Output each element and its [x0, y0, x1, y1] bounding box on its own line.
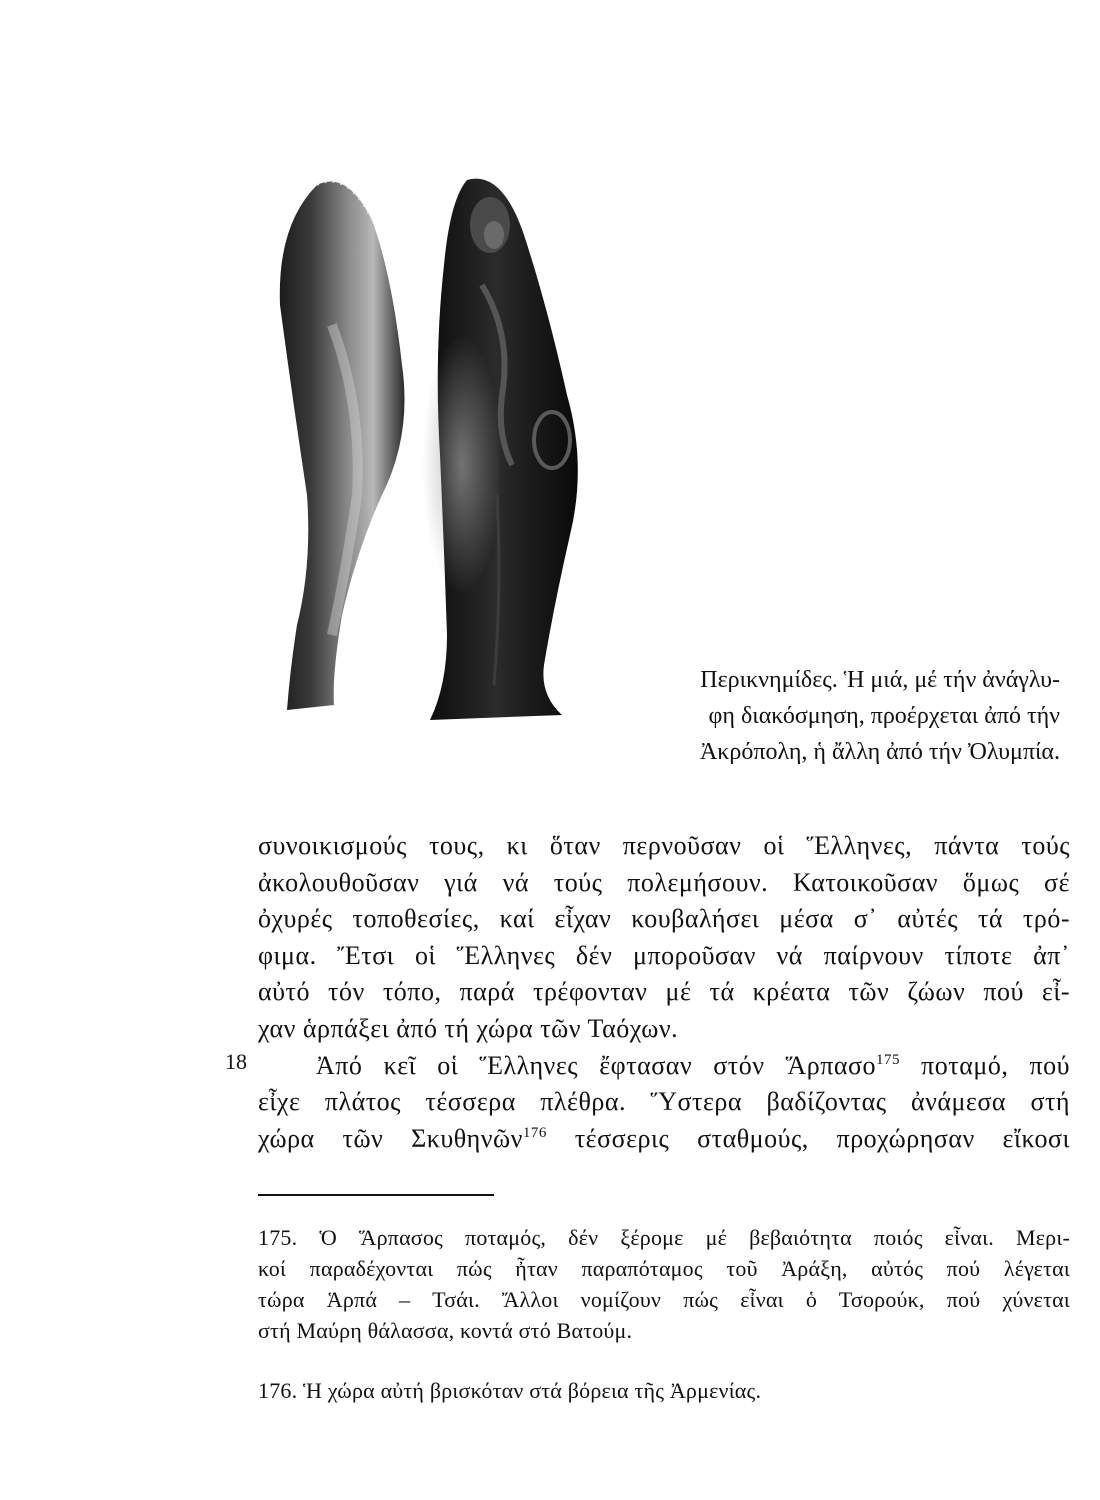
figure-caption [632, 662, 1060, 770]
text-segment: Ἀπό κεῖ οἱ Ἕλληνες ἔφτασαν στόν Ἅρπασο [316, 1050, 876, 1080]
text-segment: χώρα τῶν Σκυθηνῶν [258, 1123, 523, 1153]
text-segment: τέσσερις σταθμούς, προχώρησαν εἴκοσι [546, 1123, 1070, 1153]
footnote-line: 176. Ἡ χώρα αὐτή βρισκόταν στά βόρεια τῆς Ἀρμενίας. [258, 1378, 762, 1403]
decorated-greave [422, 179, 578, 720]
text-line: εἶχε πλάτος τέσσερα πλέθρα. Ὕστερα βαδίζοντας ἀνάμεσα στή [258, 1087, 1070, 1117]
caption-line: Περικνημίδες. Ἡ μιά, μέ τήν ἀνάγλυ- [700, 667, 1060, 693]
footnote-ref-176[interactable]: 176 [522, 1124, 547, 1141]
greaves-photograph [262, 165, 622, 730]
footnote-176 [258, 1375, 1070, 1406]
text-segment: ποταμό, πού [900, 1050, 1071, 1080]
text-line: αὐτό τόν τόπο, παρά τρέφονταν μέ τά κρέατα τῶν ζώων πού εἶ- [258, 977, 1070, 1007]
footnote-line: τώρα Ἁρπά – Τσάι. Ἄλλοι νομίζουν πώς εἶναι ὁ Τσορούκ, πού χύνεται [258, 1287, 1070, 1312]
footnote-175 [258, 1222, 1070, 1346]
text-line: ὀχυρές τοποθεσίες, καί εἶχαν κουβαλήσει μέσα σ᾽ αὐτές τά τρό- [258, 904, 1070, 934]
paragraph-18-line-1 [258, 1048, 1070, 1085]
caption-line: φη διακόσμηση, προέρχεται ἀπό τήν [708, 703, 1060, 729]
footnote-line: κοί παραδέχονται πώς ἦταν παραπόταμος τοῦ Ἀράξη, αὐτός πού λέγεται [258, 1256, 1070, 1281]
footnote-line: 175. Ὁ Ἅρπασος ποταμός, δέν ξέρομε μέ βεβαιότητα ποιός εἶναι. Μερι- [258, 1225, 1070, 1250]
text-line: φιμα. Ἔτσι οἱ Ἕλληνες δέν μποροῦσαν νά παίρνουν τίποτε ἀπ᾽ [258, 940, 1070, 970]
text-line: συνοικισμούς τους, κι ὅταν περνοῦσαν οἱ Ἕλληνες, πάντα τούς [258, 831, 1070, 860]
footnote-ref-175[interactable]: 175 [876, 1051, 900, 1068]
footnotes [258, 1222, 1070, 1435]
section-number: 18 [225, 1049, 247, 1074]
main-text [258, 828, 1070, 1157]
footnote-line: στή Μαύρη θάλασσα, κοντά στό Βατούμ. [258, 1318, 633, 1343]
plain-greave [280, 182, 405, 710]
footnote-divider [258, 1194, 494, 1196]
paragraph-18-line-3 [258, 1121, 1070, 1158]
caption-line: Ἀκρόπολη, ἡ ἄλλη ἀπό τήν Ὀλυμπία. [699, 739, 1060, 765]
text-line: χαν ἁρπάξει ἀπό τή χώρα τῶν Ταόχων. [258, 1013, 679, 1043]
text-line: ἀκολουθοῦσαν γιά νά τούς πολεμήσουν. Κατοικοῦσαν ὅμως σέ [258, 867, 1070, 897]
